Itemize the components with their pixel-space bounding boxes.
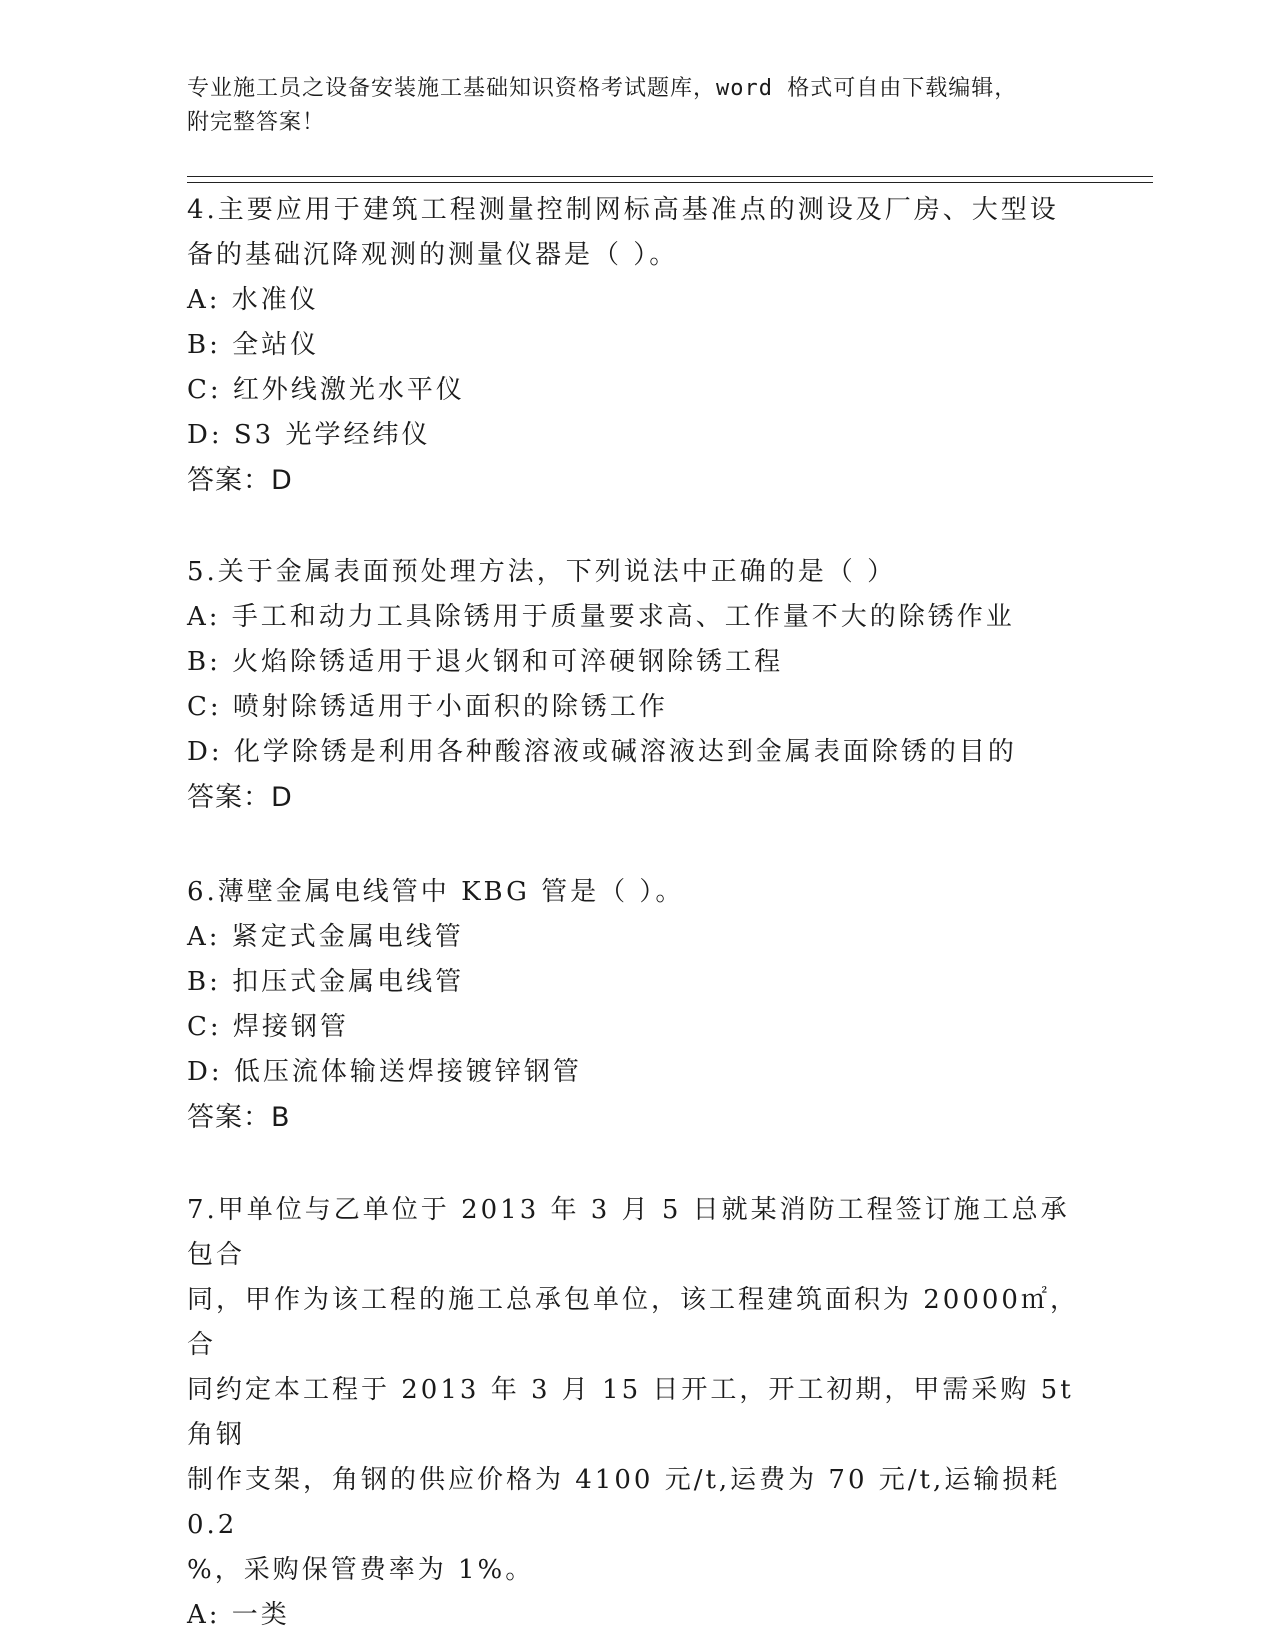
question-5 [187,550,1087,820]
question-5-option-b: B: 火焰除锈适用于退火钢和可淬硬钢除锈工程 [187,647,784,677]
question-4-answer: 答案：D [187,465,293,496]
question-6-stem-line-1: 6.薄壁金属电线管中 KBG 管是（ ）。 [187,877,685,907]
question-7-stem-line-5: %，采购保管费率为 1%。 [187,1555,535,1585]
question-7-option-a: A: 一类 [187,1600,290,1630]
question-5-option-a: A: 手工和动力工具除锈用于质量要求高、工作量不大的除锈作业 [187,602,1015,632]
question-6-option-c: C: 焊接钢管 [187,1012,349,1042]
question-6-option-d: D: 低压流体输送焊接镀锌钢管 [187,1057,582,1087]
question-4 [187,188,1087,503]
question-5-stem-line-1: 5.关于金属表面预处理方法，下列说法中正确的是（ ） [187,557,897,587]
question-4-option-b: B: 全站仪 [187,330,320,360]
question-7-stem-line-2: 同，甲作为该工程的施工总承包单位，该工程建筑面积为 20000㎡，合 [187,1285,1079,1360]
question-7-stem-line-3: 同约定本工程于 2013 年 3 月 15 日开工，开工初期，甲需采购 5t 角钢 [187,1375,1074,1450]
question-4-option-a: A: 水准仪 [187,285,319,315]
question-5-option-d: D: 化学除锈是利用各种酸溶液或碱溶液达到金属表面除锈的目的 [187,737,1017,767]
document-header [187,72,1067,140]
header-divider-top [187,176,1153,177]
question-4-stem-line-1: 4.主要应用于建筑工程测量控制网标高基准点的测设及厂房、大型设 [187,195,1059,225]
header-divider-bottom [187,182,1153,183]
question-5-option-c: C: 喷射除锈适用于小面积的除锈工作 [187,692,668,722]
question-7-stem-line-4: 制作支架，角钢的供应价格为 4100 元/t,运费为 70 元/t,运输损耗 0.2 [187,1465,1061,1540]
question-6-answer: 答案：B [187,1102,291,1133]
question-4-stem-line-2: 备的基础沉降观测的测量仪器是（ ）。 [187,240,679,270]
question-4-option-c: C: 红外线激光水平仪 [187,375,465,405]
question-6-option-a: A: 紧定式金属电线管 [187,922,464,952]
header-line-1: 专业施工员之设备安装施工基础知识资格考试题库，word 格式可自由下载编辑， [187,76,1018,101]
question-7 [187,1188,1087,1638]
question-4-option-d: D: S3 光学经纬仪 [187,420,431,450]
question-7-stem-line-1: 7.甲单位与乙单位于 2013 年 3 月 5 日就某消防工程签订施工总承包合 [187,1195,1070,1270]
question-5-answer: 答案：D [187,782,293,813]
question-6 [187,870,1087,1140]
header-line-2: 附完整答案！ [187,110,326,135]
question-6-option-b: B: 扣压式金属电线管 [187,967,465,997]
